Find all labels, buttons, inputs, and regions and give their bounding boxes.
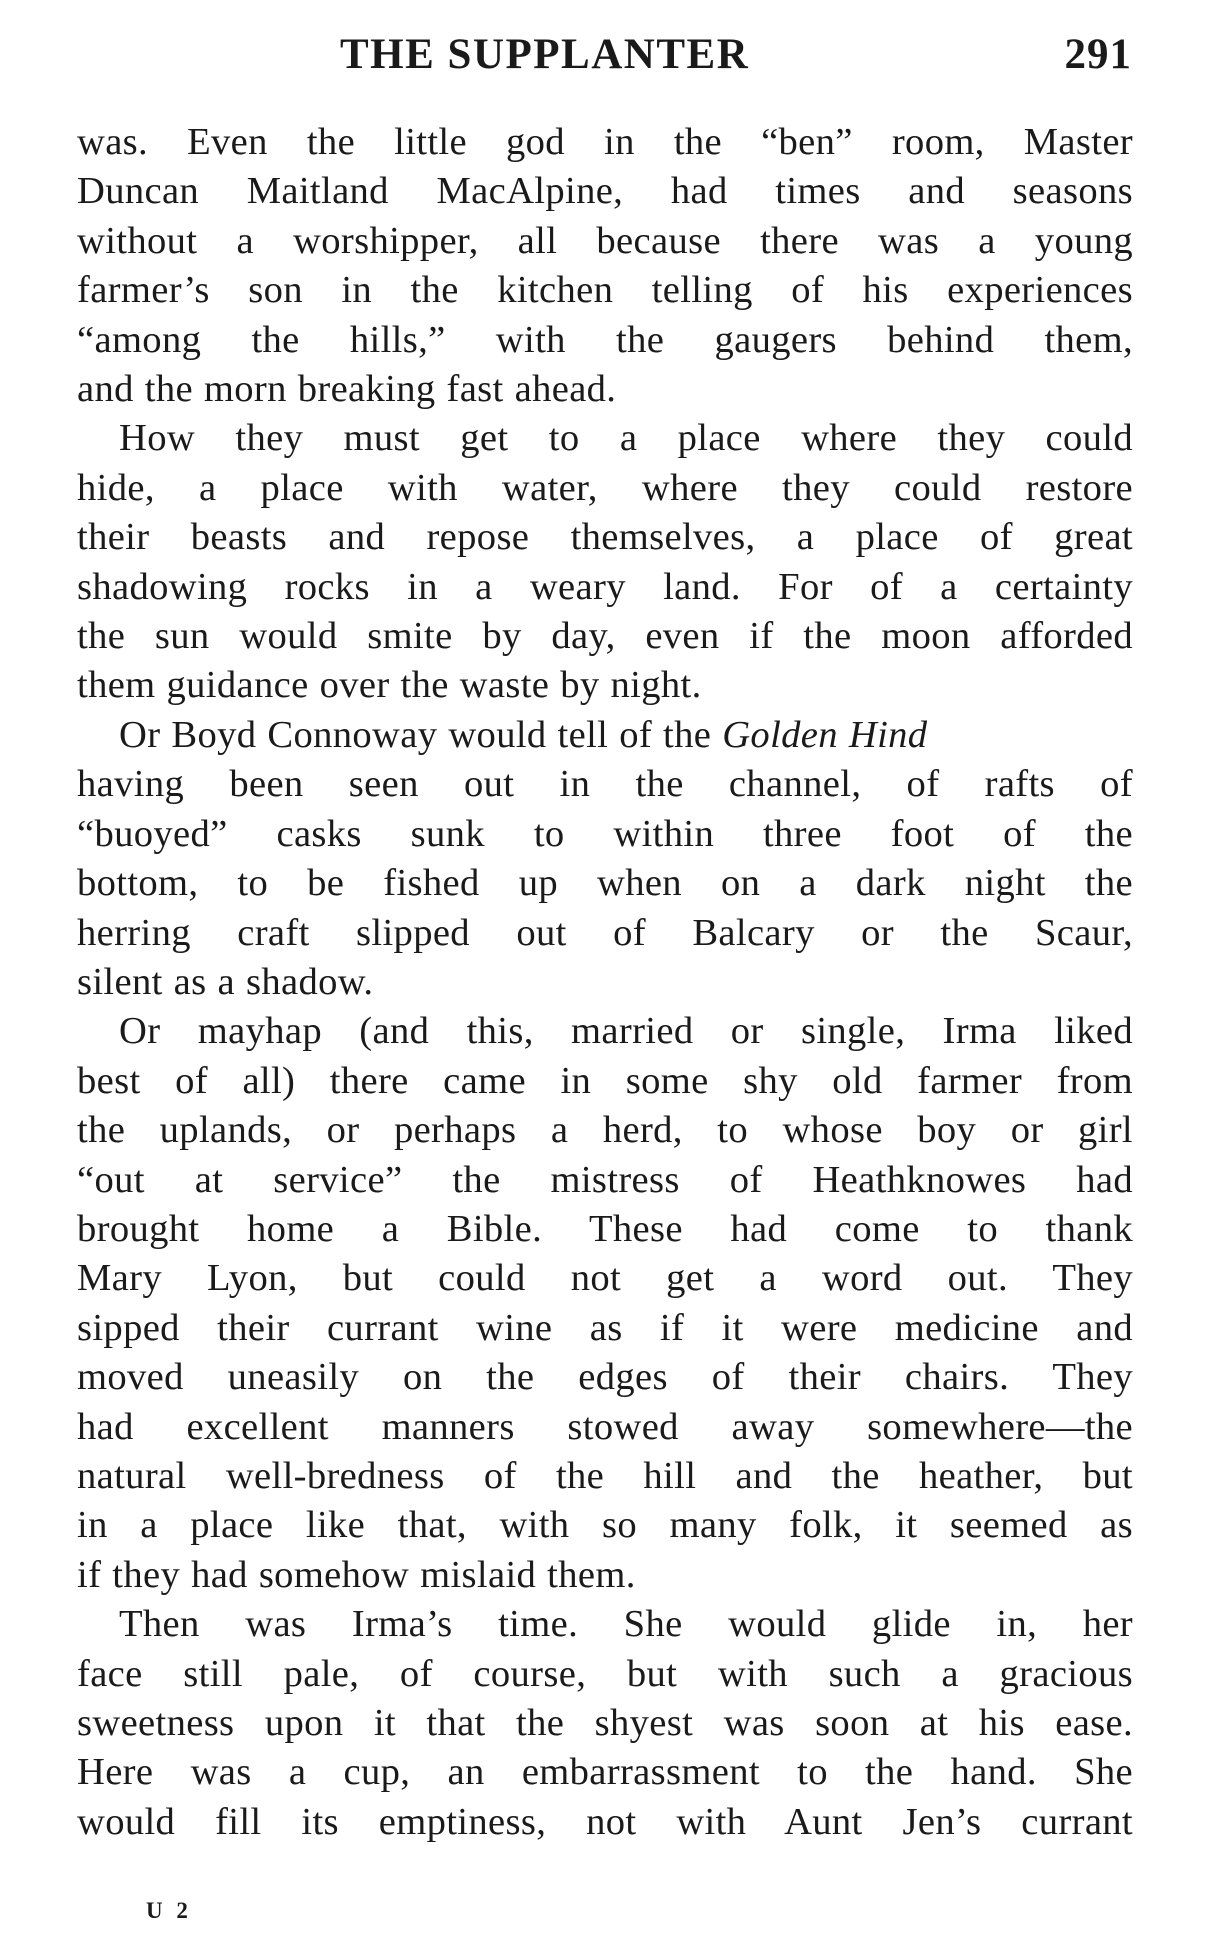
paragraph-5 <box>77 1600 1133 1847</box>
text-line: hide, a place with water, where they could restore <box>77 466 1133 509</box>
text-line: having been seen out in the channel, of rafts of <box>77 763 1133 806</box>
running-title: THE SUPPLANTER <box>340 31 750 78</box>
text-line: brought home a Bible. These had come to thank <box>77 1207 1133 1250</box>
paragraph-2 <box>77 414 1133 710</box>
text-line: them guidance over the waste by night. <box>77 664 702 707</box>
text-line: the sun would smite by day, even if the moon afforded <box>77 615 1133 658</box>
text-line: would fill its emptiness, not with Aunt Jen’s currant <box>77 1800 1133 1843</box>
paragraph-1 <box>77 118 1133 414</box>
text-line: herring craft slipped out of Balcary or the Scaur, <box>77 911 1133 954</box>
text-line: sipped their currant wine as if it were medicine and <box>77 1306 1133 1349</box>
text-line: best of all) there came in some shy old farmer from <box>77 1059 1133 1102</box>
ship-name: Golden Hind <box>722 713 928 756</box>
paragraph-3 <box>77 711 1133 1007</box>
text-line: “out at service” the mistress of Heathknowes had <box>77 1158 1133 1201</box>
signature-mark: U 2 <box>146 1898 192 1923</box>
text-line: in a place like that, with so many folk, it seemed as <box>77 1504 1133 1547</box>
text-line: had excellent manners stowed away somewhere—the <box>77 1405 1133 1448</box>
text-line: “buoyed” casks sunk to within three foot of the <box>77 812 1133 855</box>
text-line: bottom, to be fished up when on a dark night the <box>77 862 1133 905</box>
text-fragment: Or Boyd Connoway would tell of the <box>119 713 723 756</box>
text-line: shadowing rocks in a weary land. For of a certainty <box>77 565 1133 608</box>
text-line: Duncan Maitland MacAlpine, had times and seasons <box>77 170 1133 213</box>
text-line: “among the hills,” with the gaugers behind them, <box>77 318 1133 361</box>
text-line: Here was a cup, an embarrassment to the hand. She <box>77 1751 1133 1794</box>
text-line: and the morn breaking fast ahead. <box>77 368 617 411</box>
paragraph-4 <box>77 1007 1133 1600</box>
page-number: 291 <box>1064 31 1132 78</box>
running-header <box>0 22 1215 92</box>
text-line: farmer’s son in the kitchen telling of his experiences <box>77 269 1133 312</box>
text-line: moved uneasily on the edges of their chairs. They <box>77 1356 1133 1399</box>
text-line: without a worshipper, all because there was a young <box>77 219 1133 262</box>
text-line: sweetness upon it that the shyest was soon at his ease. <box>77 1702 1133 1744</box>
text-line: natural well-bredness of the hill and the heather, but <box>77 1454 1133 1497</box>
body-text <box>77 118 1133 1847</box>
text-line: Mary Lyon, but could not get a word out. They <box>77 1257 1133 1300</box>
text-line: the uplands, or perhaps a herd, to whose boy or girl <box>77 1109 1133 1152</box>
text-line: if they had somehow mislaid them. <box>77 1553 636 1596</box>
text-line: Then was Irma’s time. She would glide in, her <box>119 1603 1133 1646</box>
text-line: face still pale, of course, but with such a gracious <box>77 1652 1133 1695</box>
text-line <box>77 711 1133 760</box>
text-line: How they must get to a place where they could <box>119 417 1133 460</box>
text-line: was. Even the little god in the “ben” room, Master <box>77 121 1133 163</box>
text-line: Or mayhap (and this, married or single, Irma liked <box>119 1010 1133 1053</box>
text-line: silent as a shadow. <box>77 960 374 1003</box>
text-line: their beasts and repose themselves, a place of great <box>77 516 1133 559</box>
